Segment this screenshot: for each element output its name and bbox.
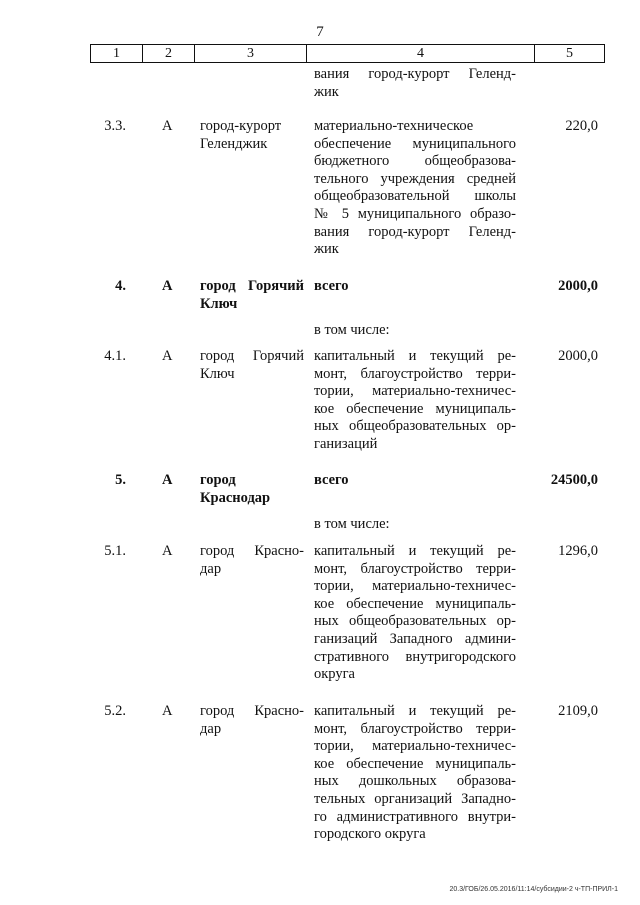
description-line: ганизаций xyxy=(314,435,378,452)
row-number: 5.2. xyxy=(104,703,126,719)
description-line: общеобразовательной школы xyxy=(314,188,516,205)
description-line: монт, благоустройство терри- xyxy=(314,560,516,577)
row-amount: 220,0 xyxy=(565,118,598,134)
row-description: всего xyxy=(314,278,349,294)
row-description xyxy=(314,703,516,844)
description-line: капитальный и текущий ре- xyxy=(314,348,516,364)
column-header-cell: 1 xyxy=(91,45,143,63)
column-header-row xyxy=(91,45,605,63)
description-line: бюджетного общеобразова- xyxy=(314,153,516,170)
description-line: ных общеобразовательных ор- xyxy=(314,613,516,630)
row-category: А xyxy=(162,278,173,294)
continued-description xyxy=(314,66,516,101)
description-line: материально-техническое xyxy=(314,118,474,134)
description-line: кое обеспечение муниципаль- xyxy=(314,755,516,772)
row-number: 4.1. xyxy=(104,348,126,364)
description-line: капитальный и текущий ре- xyxy=(314,543,516,559)
row-place: город Красно-дар xyxy=(200,543,304,577)
description-line: монт, благоустройство терри- xyxy=(314,365,516,382)
description-line: тории, материально-техничес- xyxy=(314,578,516,595)
row-place: город Краснодар xyxy=(200,472,271,506)
row-number: 4. xyxy=(115,278,126,294)
description-line: вания город-курорт Геленд- xyxy=(314,223,516,240)
description-line: № 5 муниципального образо- xyxy=(314,205,516,222)
description-line: монт, благоустройство терри- xyxy=(314,720,516,737)
row-amount: 2000,0 xyxy=(558,348,598,364)
subheader-text: в том числе: xyxy=(314,516,390,532)
description-line: тельных организаций Западно- xyxy=(314,790,516,807)
column-header-cell: 2 xyxy=(143,45,195,63)
row-description xyxy=(314,543,516,684)
description-line: го административного внутри- xyxy=(314,808,516,825)
description-line: городского округа xyxy=(314,826,426,843)
row-amount: 2000,0 xyxy=(558,278,598,294)
description-line: обеспечение муниципального xyxy=(314,135,516,152)
description-line: жик xyxy=(314,241,339,258)
row-number: 5. xyxy=(115,472,126,488)
row-category: А xyxy=(162,118,173,134)
row-number: 3.3. xyxy=(104,118,126,134)
row-category: А xyxy=(162,703,173,719)
description-line: округа xyxy=(314,666,355,683)
description-line: тельного учреждения средней xyxy=(314,170,516,187)
row-place: город Горячий Ключ xyxy=(200,278,304,312)
row-category: А xyxy=(162,543,173,559)
description-line: вания город-курорт Геленд- xyxy=(314,66,516,82)
description-line: кое обеспечение муниципаль- xyxy=(314,595,516,612)
description-line: ганизаций Западного админи- xyxy=(314,630,516,647)
description-line: жик xyxy=(314,83,339,100)
row-place: город-курорт Геленджик xyxy=(200,118,282,152)
description-line: капитальный и текущий ре- xyxy=(314,703,516,719)
row-category: А xyxy=(162,472,173,488)
description-line: стративного внутригородского xyxy=(314,648,516,665)
column-header-cell: 5 xyxy=(535,45,605,63)
description-line: тории, материально-техничес- xyxy=(314,738,516,755)
row-description: всего xyxy=(314,472,349,488)
subheader-text: в том числе: xyxy=(314,322,390,338)
column-header-cell: 4 xyxy=(307,45,535,63)
row-description xyxy=(314,348,516,454)
column-header-table xyxy=(90,44,605,63)
row-description xyxy=(314,118,516,259)
column-header-cell: 3 xyxy=(195,45,307,63)
row-place: город Красно-дар xyxy=(200,703,304,737)
description-line: тории, материально-техничес- xyxy=(314,383,516,400)
row-amount: 24500,0 xyxy=(550,472,598,488)
row-number: 5.1. xyxy=(104,543,126,559)
footer-code: 20.3/ГОБ/26.05.2016/11:14/субсидии-2 ч-ТП-ПРИЛ-1 xyxy=(449,886,618,893)
description-line: кое обеспечение муниципаль- xyxy=(314,400,516,417)
description-line: ных дошкольных образова- xyxy=(314,773,516,790)
row-amount: 1296,0 xyxy=(558,543,598,559)
description-line: ных общеобразовательных ор- xyxy=(314,418,516,435)
page-number: 7 xyxy=(316,24,324,40)
row-category: А xyxy=(162,348,173,364)
row-place: город Горячий Ключ xyxy=(200,348,304,382)
row-amount: 2109,0 xyxy=(558,703,598,719)
